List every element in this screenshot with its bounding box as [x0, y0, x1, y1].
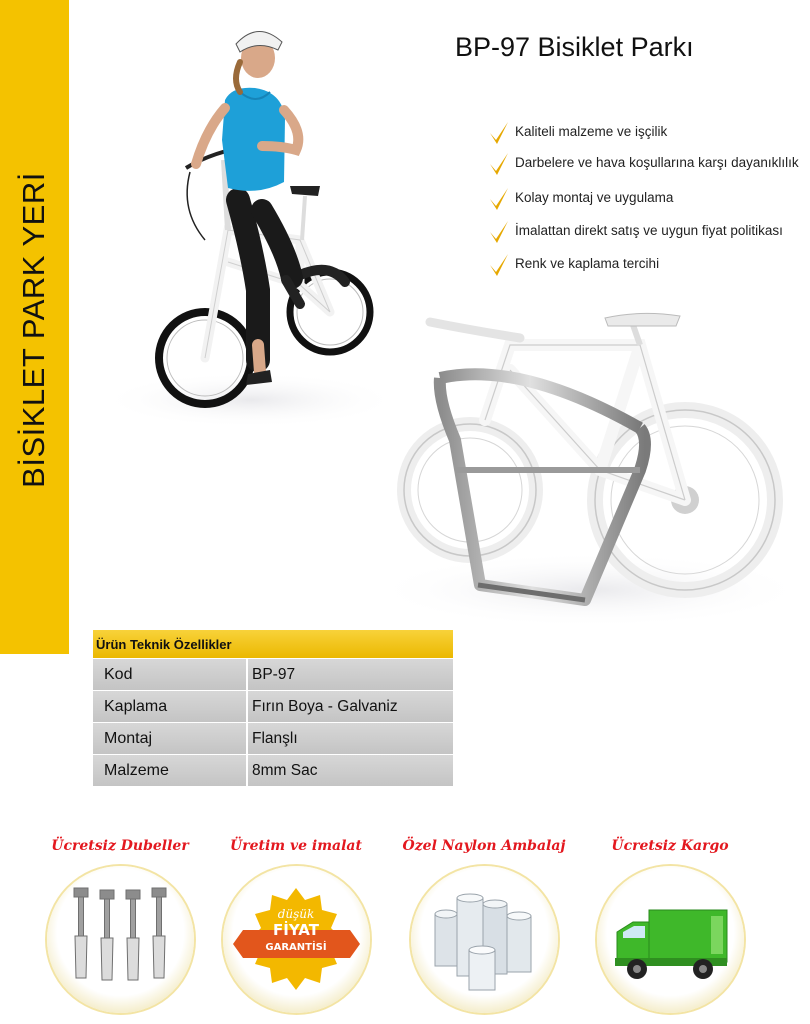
badge-label: Ücretsiz Dubeller [51, 838, 189, 854]
badge-label: Ücretsiz Kargo [611, 838, 729, 854]
seal-text: GARANTİSİ [264, 942, 327, 953]
spec-row [93, 755, 453, 786]
spec-row [93, 691, 453, 722]
feature-item [488, 118, 799, 151]
checkmark-icon [488, 151, 510, 177]
feature-item [488, 184, 799, 217]
spec-row [93, 723, 453, 754]
feature-text: Kaliteli malzeme ve işçilik [515, 124, 668, 139]
feature-item [488, 149, 799, 182]
badge-manufacturing [211, 838, 381, 1013]
badge-packaging [399, 838, 569, 1013]
badge-free-anchors [35, 838, 205, 1013]
badge-label: Özel Naylon Ambalaj [402, 838, 566, 854]
checkmark-icon [488, 120, 510, 146]
spec-value: BP-97 [248, 659, 453, 690]
low-price-guarantee-icon [223, 866, 370, 1013]
spec-value: Flanşlı [248, 723, 453, 754]
side-band [0, 0, 69, 654]
specs-table [93, 630, 453, 786]
cyclist-image [100, 31, 400, 428]
checkmark-icon [488, 252, 510, 278]
spec-row [93, 659, 453, 690]
feature-list [488, 118, 799, 283]
spec-value: Fırın Boya - Galvaniz [248, 691, 453, 722]
checkmark-icon [488, 186, 510, 212]
spec-key: Montaj [93, 723, 246, 754]
seal-text: düşük [277, 907, 314, 921]
badge-circle [47, 866, 194, 1013]
bike-rack-image [370, 313, 810, 628]
badge-row [0, 838, 810, 1024]
spec-value: 8mm Sac [248, 755, 453, 786]
badge-free-shipping [585, 838, 755, 1013]
feature-text: Darbelere ve hava koşullarına karşı dayanıklılık [515, 155, 799, 170]
anchor-bolts-icon [47, 866, 194, 1013]
feature-item [488, 217, 799, 250]
feature-text: İmalattan direkt satış ve uygun fiyat politikası [515, 223, 783, 238]
seal-text: FİYAT [272, 921, 319, 939]
spec-key: Malzeme [93, 755, 246, 786]
spec-key: Kod [93, 659, 246, 690]
plastic-film-rolls-icon [411, 866, 558, 1013]
spec-key: Kaplama [93, 691, 246, 722]
specs-heading: Ürün Teknik Özellikler [93, 630, 453, 658]
delivery-truck-icon [597, 866, 744, 1013]
badge-circle [411, 866, 558, 1013]
page-title: BP-97 Bisiklet Parkı [455, 32, 694, 62]
badge-circle [597, 866, 744, 1013]
badge-label: Üretim ve imalat [230, 838, 362, 854]
badge-circle [223, 866, 370, 1013]
side-title: BİSİKLET PARK YERİ [16, 172, 51, 488]
feature-text: Kolay montaj ve uygulama [515, 190, 674, 205]
feature-text: Renk ve kaplama tercihi [515, 256, 660, 271]
feature-item [488, 250, 799, 283]
checkmark-icon [488, 219, 510, 245]
